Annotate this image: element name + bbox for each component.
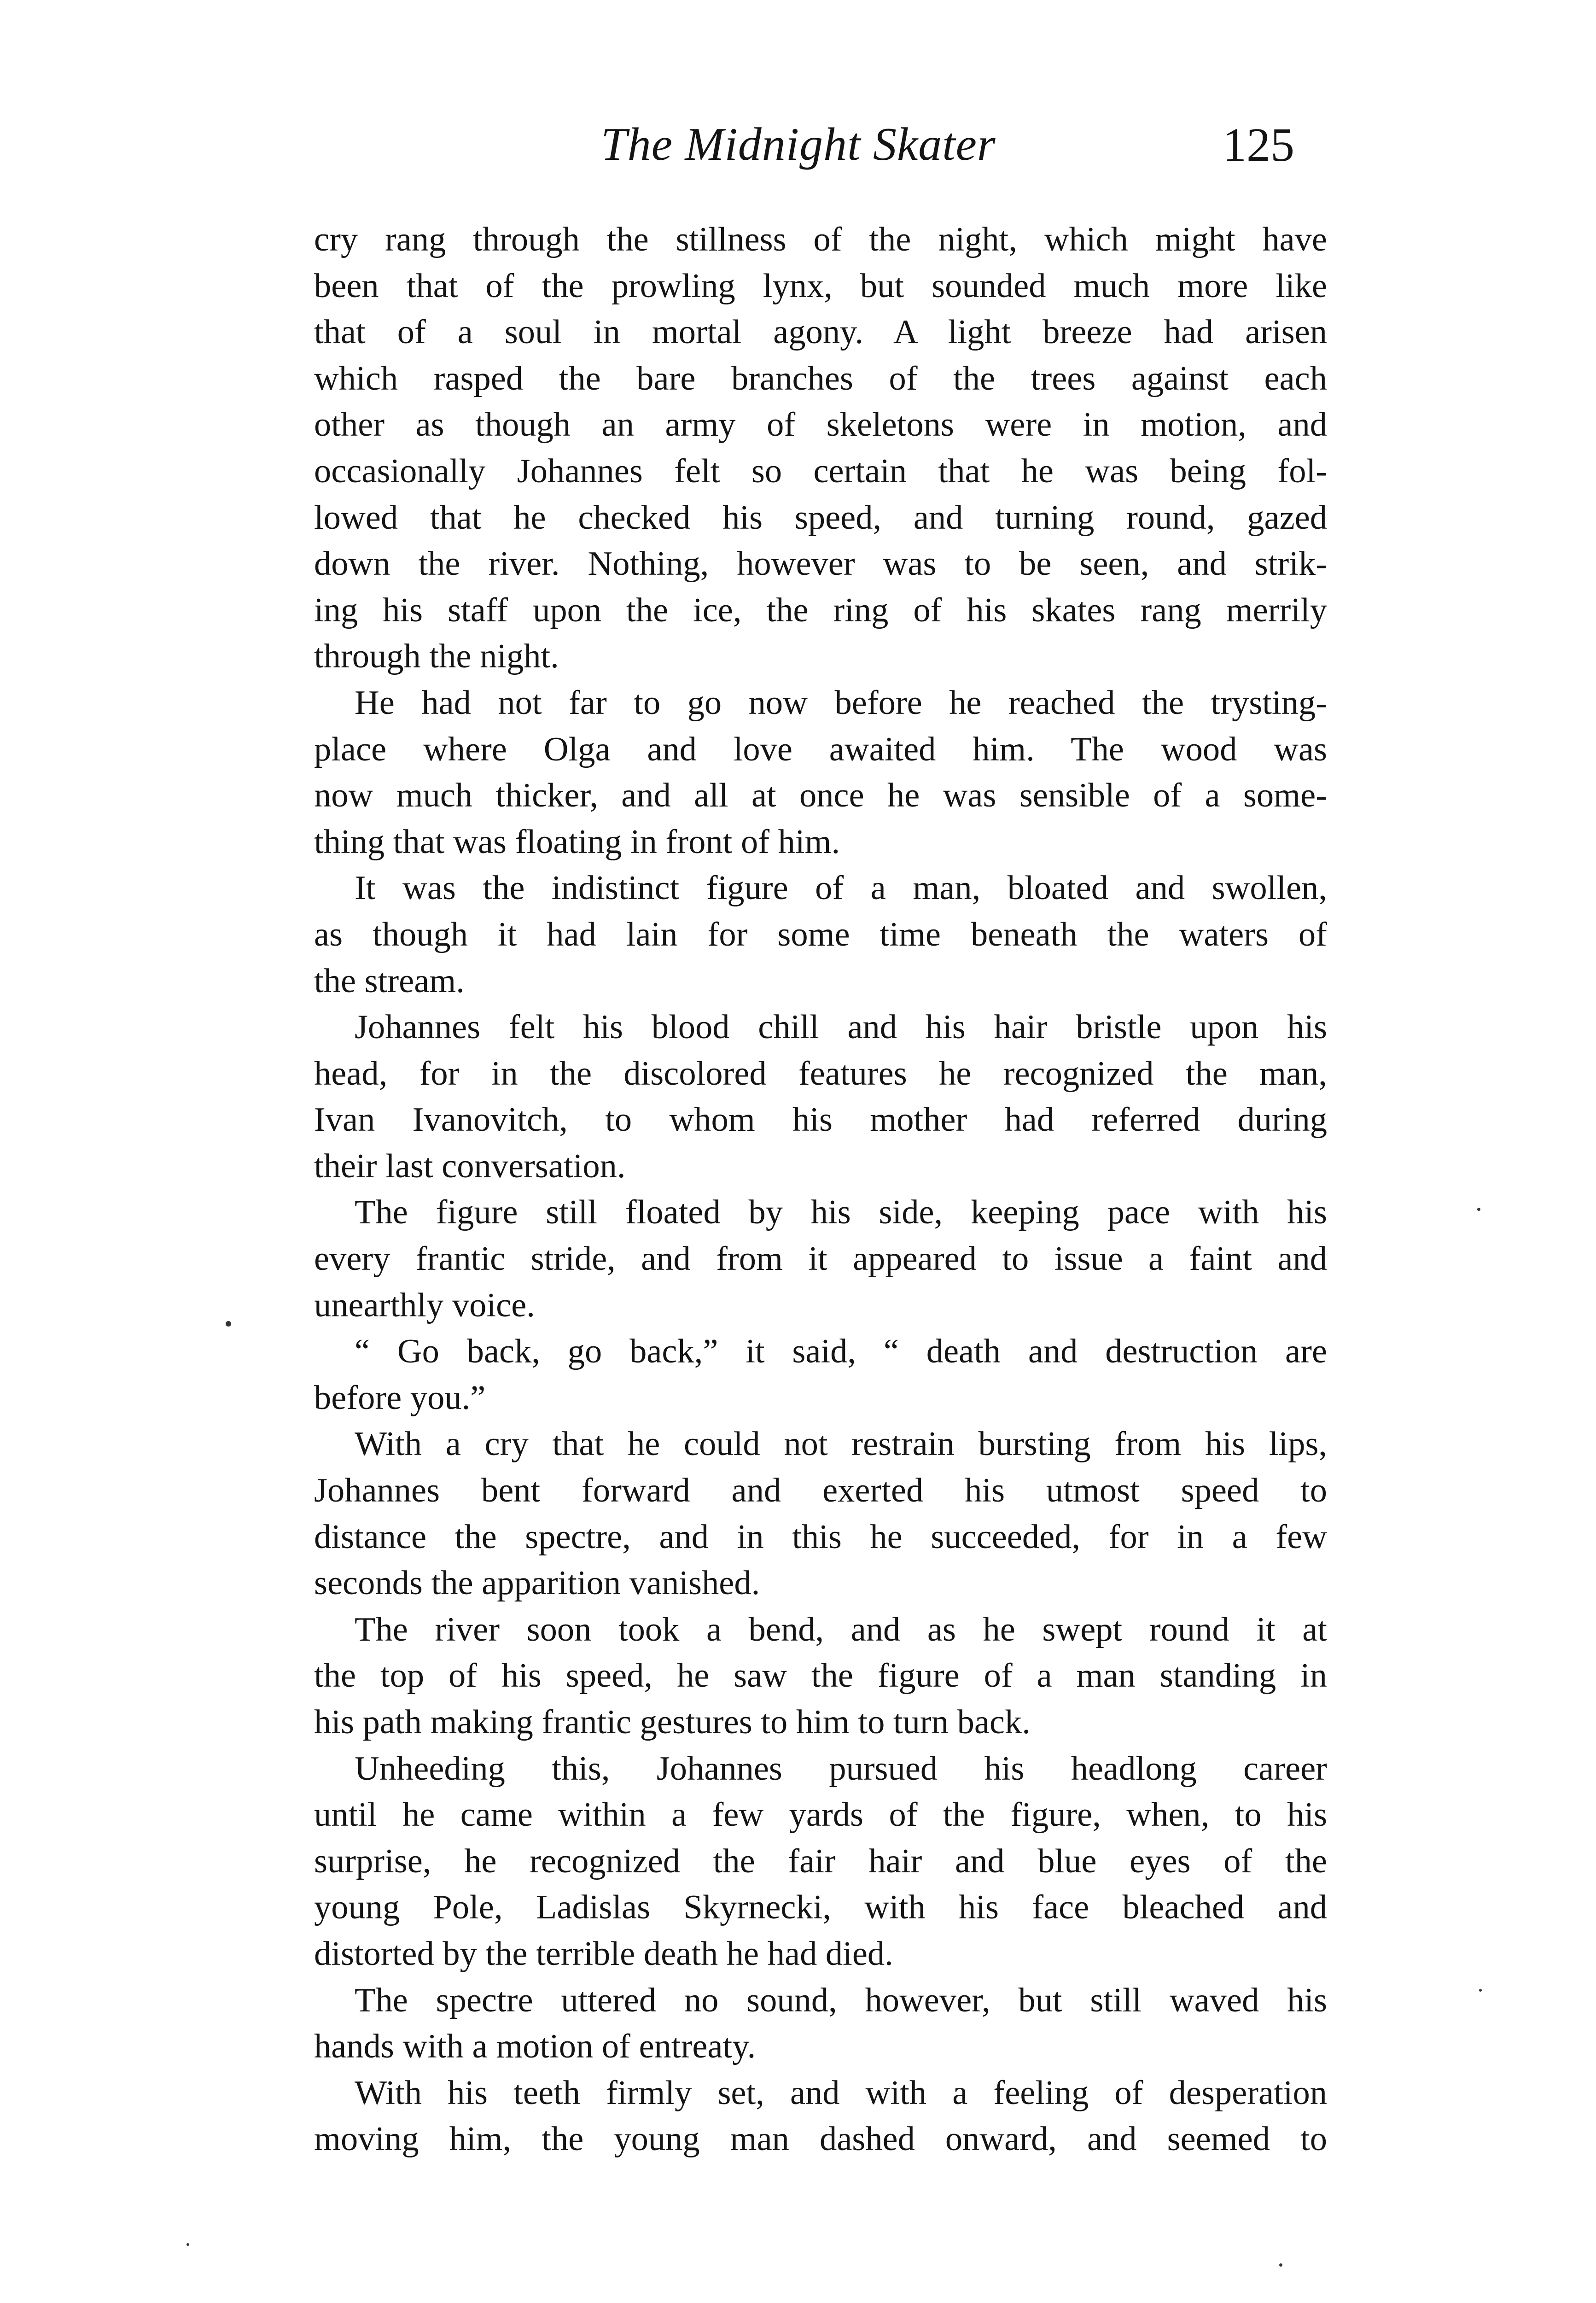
text-line: ing his staff upon the ice, the ring of his skates rang merrily	[314, 591, 1327, 629]
text-line: The river soon took a bend, and as he swept round it at	[355, 1610, 1327, 1648]
ink-speck	[1477, 1208, 1480, 1211]
text-line: as though it had lain for some time beneath the waters of	[314, 915, 1327, 953]
text-line: Johannes bent forward and exerted his utmost speed to	[314, 1472, 1327, 1510]
text-line: Johannes felt his blood chill and his hair bristle upon his	[355, 1008, 1327, 1046]
text-line: young Pole, Ladislas Skyrnecki, with his face bleached and	[314, 1888, 1327, 1927]
text-line: surprise, he recognized the fair hair and blue eyes of the	[314, 1842, 1327, 1880]
text-line: Ivan Ivanovitch, to whom his mother had referred during	[314, 1101, 1327, 1139]
ink-speck	[1479, 1989, 1482, 1992]
text-line: occasionally Johannes felt so certain that he was being fol-	[314, 452, 1327, 490]
text-line: With a cry that he could not restrain bursting from his lips,	[355, 1425, 1327, 1463]
text-line: thing that was floating in front of him.	[314, 823, 840, 861]
body-text	[314, 216, 1327, 2163]
running-head	[0, 117, 1596, 182]
text-line: which rasped the bare branches of the trees against each	[314, 359, 1327, 397]
text-line: place where Olga and love awaited him. The wood was	[314, 730, 1327, 768]
text-line: He had not far to go now before he reached the trysting-	[355, 684, 1327, 722]
text-line: hands with a motion of entreaty.	[314, 2028, 756, 2066]
text-line: been that of the prowling lynx, but sounded much more like	[314, 267, 1327, 305]
text-line: until he came within a few yards of the figure, when, to his	[314, 1796, 1327, 1834]
text-line: their last conversation.	[314, 1147, 626, 1185]
text-line: seconds the apparition vanished.	[314, 1564, 760, 1602]
ink-speck	[186, 2243, 189, 2246]
ink-speck	[1279, 2263, 1282, 2267]
text-line: through the night.	[314, 637, 559, 676]
text-line: the stream.	[314, 962, 465, 1000]
text-line: distorted by the terrible death he had died.	[314, 1935, 893, 1973]
text-line: other as though an army of skeletons were in motion, and	[314, 406, 1327, 444]
ink-speck	[226, 1321, 231, 1327]
text-line: now much thicker, and all at once he was sensible of a some-	[314, 777, 1327, 815]
page-number: 125	[1223, 118, 1294, 171]
text-line: the top of his speed, he saw the figure of a man standing in	[314, 1657, 1327, 1695]
text-line: distance the spectre, and in this he succeeded, for in a few	[314, 1518, 1327, 1556]
text-line: that of a soul in mortal agony. A light breeze had arisen	[314, 313, 1327, 351]
text-line: his path making frantic gestures to him to turn back.	[314, 1703, 1031, 1741]
text-line: unearthly voice.	[314, 1286, 535, 1324]
text-line: cry rang through the stillness of the night, which might have	[314, 221, 1327, 258]
text-line: lowed that he checked his speed, and turning round, gazed	[314, 498, 1327, 537]
text-line: The spectre uttered no sound, however, but still waved his	[355, 1981, 1327, 2019]
text-line: down the river. Nothing, however was to be seen, and strik-	[314, 545, 1327, 583]
text-line: before you.”	[314, 1379, 486, 1417]
running-title: The Midnight Skater	[601, 118, 996, 170]
text-line: moving him, the young man dashed onward, and seemed to	[314, 2120, 1327, 2158]
text-line: With his teeth firmly set, and with a feeling of desperation	[355, 2074, 1327, 2112]
text-line: Unheeding this, Johannes pursued his headlong career	[355, 1749, 1327, 1788]
text-line: It was the indistinct figure of a man, bloated and swollen,	[355, 869, 1327, 907]
text-line: every frantic stride, and from it appeared to issue a faint and	[314, 1240, 1327, 1278]
text-line: The figure still floated by his side, keeping pace with his	[355, 1193, 1327, 1232]
text-line: head, for in the discolored features he recognized the man,	[314, 1054, 1327, 1093]
text-line: “ Go back, go back,” it said, “ death and destruction are	[355, 1333, 1327, 1371]
